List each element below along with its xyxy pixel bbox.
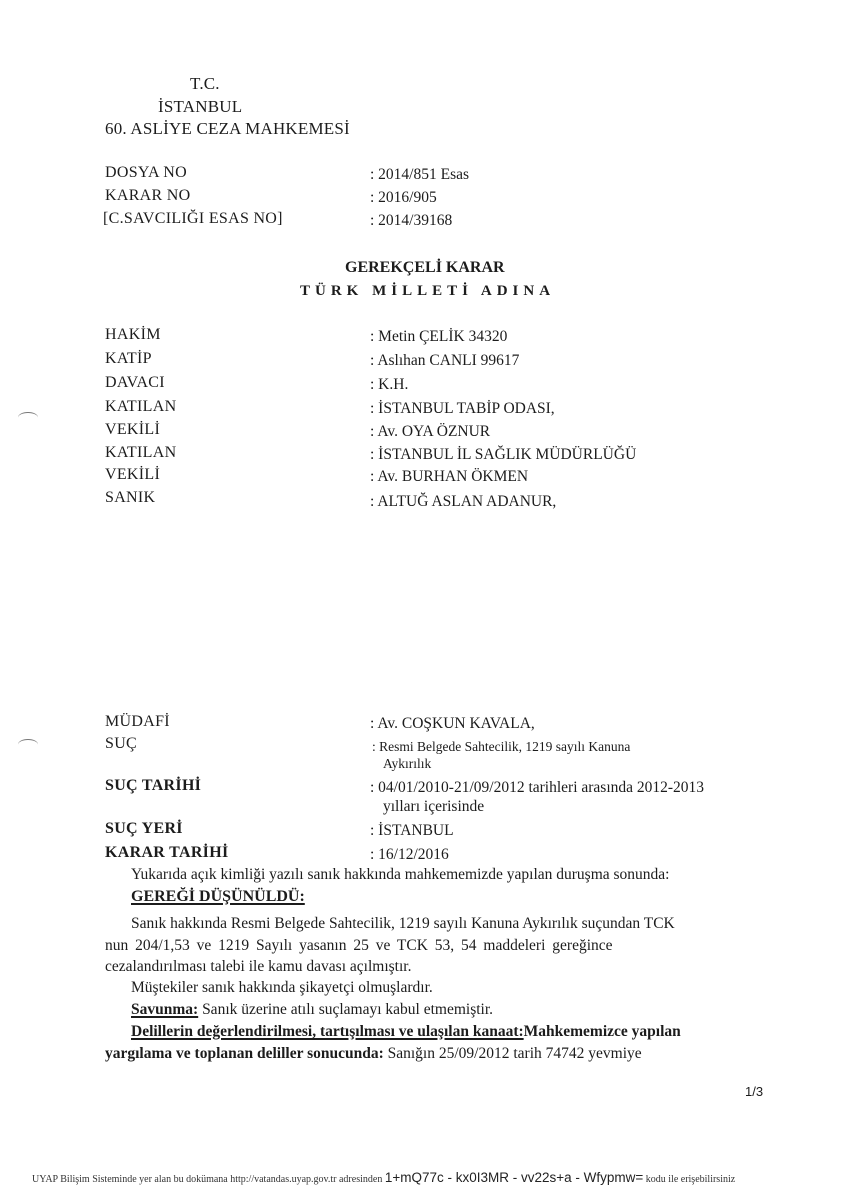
defense-label: Savunma: (131, 1001, 199, 1018)
evidence-heading-end: yargılama ve toplanan deliller sonucunda: (105, 1045, 384, 1062)
suc-tarihi-value: : 04/01/2010-21/09/2012 tarihleri arasında 2012-2013 (370, 779, 705, 796)
evidence-line (131, 1023, 681, 1041)
header-court: 60. ASLİYE CEZA MAHKEMESİ (105, 119, 350, 138)
file-info-value: : 2014/851 Esas (370, 166, 470, 183)
karar-tarihi-label: KARAR TARİHİ (105, 844, 229, 861)
paragraph-line: Sanık hakkında Resmi Belgede Sahtecilik, 1219 sayılı Kanuna Aykırılık suçundan TCK (131, 915, 675, 932)
party-label: KATILAN (105, 444, 177, 461)
party-value: : İSTANBUL İL SAĞLIK MÜDÜRLÜĞÜ (370, 446, 637, 463)
party-value: : Av. OYA ÖZNUR (370, 423, 491, 440)
party-label: DAVACI (105, 374, 165, 391)
evidence-line-2 (105, 1045, 642, 1063)
footer-access-code: 1+mQ77c - kx0I3MR - vv22s+a - Wfypmw= (384, 1170, 644, 1185)
evidence-heading: Delillerin değerlendirilmesi, tartışılması ve ulaşılan kanaat: (131, 1023, 524, 1040)
document-title: GEREKÇELİ KARAR (345, 259, 505, 276)
party-value: : Aslıhan CANLI 99617 (370, 352, 520, 369)
defense-line (131, 1001, 493, 1019)
defense-text: Sanık üzerine atılı suçlamayı kabul etmemiştir. (198, 1001, 494, 1018)
file-info-label: KARAR NO (105, 187, 191, 204)
party-value: : Metin ÇELİK 34320 (370, 328, 508, 345)
document-subtitle: TÜRK MİLLETİ ADINA (300, 283, 556, 299)
party-label: KATILAN (105, 398, 177, 415)
page-number: 1/3 (745, 1084, 764, 1099)
mudafi-value: : Av. COŞKUN KAVALA, (370, 715, 535, 732)
party-value: : K.H. (370, 376, 409, 393)
suc-yeri-value: : İSTANBUL (370, 822, 454, 839)
file-info-value: : 2016/905 (370, 189, 437, 206)
evidence-text: Sanığın 25/09/2012 tarih 74742 yevmiye (383, 1045, 642, 1062)
header-city: İSTANBUL (158, 97, 243, 116)
footer (32, 1170, 735, 1185)
party-value: : Av. BURHAN ÖKMEN (370, 468, 529, 485)
suc-label: SUÇ (105, 735, 138, 752)
evidence-heading-continued: Mahkememizce yapılan (523, 1023, 681, 1040)
intro-text: Yukarıda açık kimliği yazılı sanık hakkında mahkememizde yapılan duruşma sonunda: (131, 866, 670, 883)
mudafi-label: MÜDAFİ (105, 713, 170, 730)
complainants-text: Müştekiler sanık hakkında şikayetçi olmuşlardır. (131, 979, 433, 996)
scan-mark (18, 739, 38, 750)
suc-tarihi-value-continued: yılları içerisinde (383, 798, 485, 815)
header-tc: T.C. (190, 74, 220, 93)
karar-tarihi-value: : 16/12/2016 (370, 846, 449, 863)
party-label: VEKİLİ (105, 466, 161, 483)
party-label: KATİP (105, 350, 152, 367)
paragraph-line: nun 204/1,53 ve 1219 Sayılı yasanın 25 ve TCK 53, 54 maddeleri gereğince (105, 937, 613, 954)
party-label: VEKİLİ (105, 421, 161, 438)
suc-tarihi-label: SUÇ TARİHİ (105, 777, 202, 794)
party-label: HAKİM (105, 326, 161, 343)
file-info-label: [C.SAVCILIĞI ESAS NO] (103, 210, 283, 227)
party-label: SANIK (105, 489, 156, 506)
suc-yeri-label: SUÇ YERİ (105, 820, 183, 837)
suc-value: : Resmi Belgede Sahtecilik, 1219 sayılı Kanuna (372, 739, 631, 754)
decision-heading: GEREĞİ DÜŞÜNÜLDÜ: (131, 888, 305, 905)
footer-suffix: kodu ile erişebilirsiniz (645, 1174, 736, 1185)
file-info-value: : 2014/39168 (370, 212, 453, 229)
party-value: : İSTANBUL TABİP ODASI, (370, 400, 555, 417)
paragraph-line: cezalandırılması talebi ile kamu davası açılmıştır. (105, 958, 412, 975)
party-value: : ALTUĞ ASLAN ADANUR, (370, 493, 557, 510)
file-info-label: DOSYA NO (105, 164, 187, 181)
suc-value-continued: Aykırılık (383, 756, 432, 771)
footer-prefix: UYAP Bilişim Sisteminde yer alan bu dokümana http://vatandas.uyap.gov.tr adresinden (32, 1174, 383, 1185)
scan-mark (18, 412, 38, 423)
